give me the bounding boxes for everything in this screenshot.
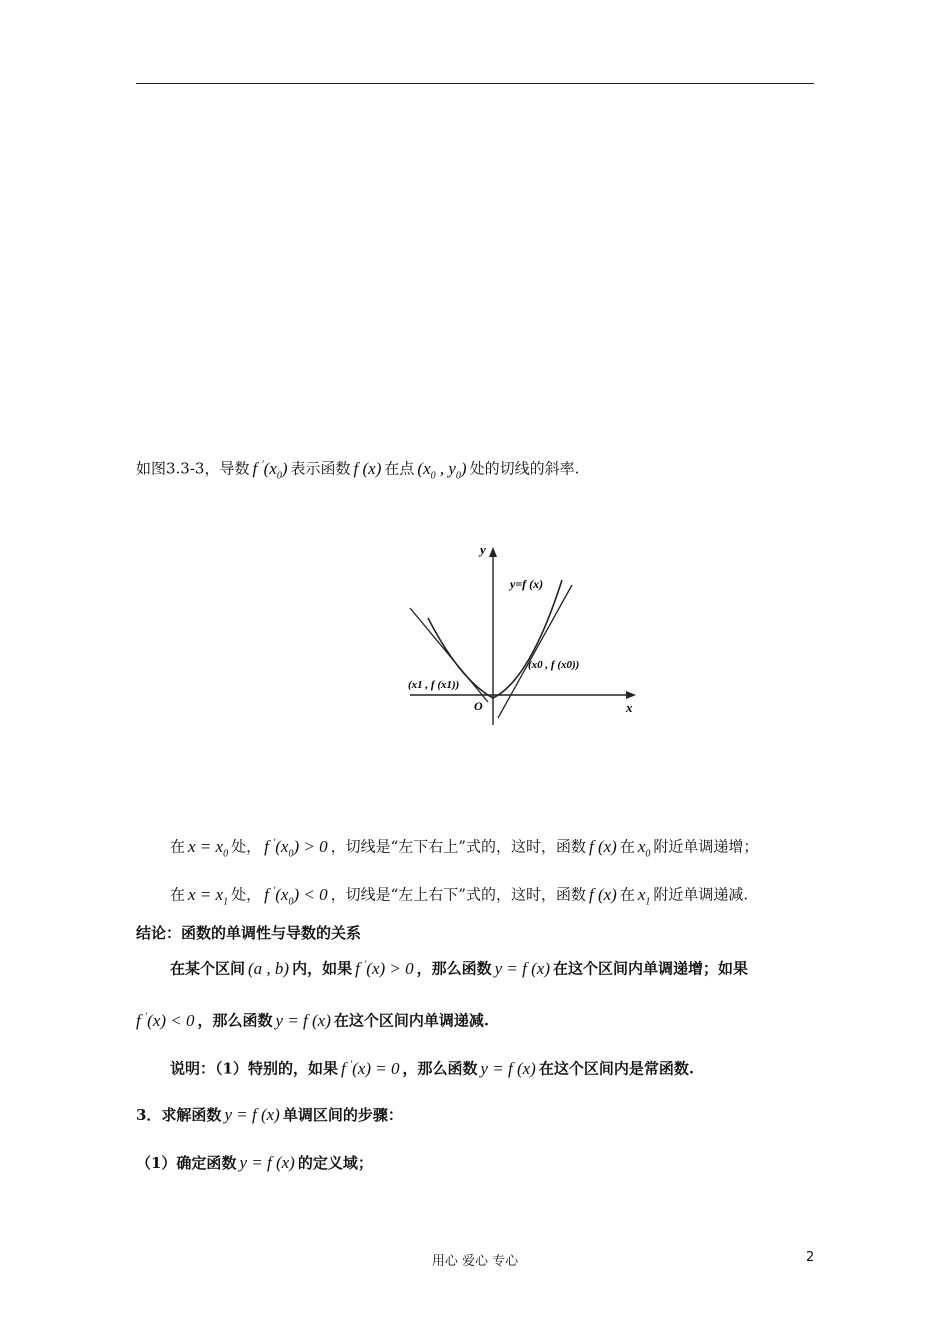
line-a-math-x0b: $x_0$ [637,836,651,860]
step3-1-text-1: （1）确定函数 [136,1154,237,1172]
intro-text-1: 如图3.3-3，导数 [136,459,250,478]
decreasing-line [170,880,748,913]
note-math-derivative: f ′(x) = 0 [340,1058,400,1078]
x-axis-label: x [626,700,633,715]
line-a-text-4: 在 [619,837,635,856]
conclusion-l1-text-1: 在某个区间 [170,959,246,978]
note-math-y: y = f (x) [480,1058,536,1078]
note-text-3: 在这个区间内是常函数. [538,1059,695,1078]
line-a-math-fx: f (x) [588,836,617,856]
page-number: 2 [806,1250,815,1265]
line-b-text-1: 在 [170,885,186,904]
line-a-text-5: 附近单调递增； [653,837,759,856]
intro-line [136,454,579,487]
intro-text-3: 在点 [384,459,415,478]
intro-math-derivative: f $'(x_0)$ [252,458,288,482]
tangent-right [498,585,572,718]
x-axis-arrow [626,691,636,699]
origin-label: O [474,699,483,713]
conclusion-title: 结论：函数的单调性与导数的关系 [136,924,362,942]
line-a-math-derivative: f $'(x_0) > 0$ [264,836,328,860]
note-text-2: ，那么函数 [402,1059,478,1078]
conclusion-l1-math-y: y = f (x) [494,958,550,978]
line-b-math-derivative: f $'(x_0) < 0$ [264,884,328,908]
conclusion-l1-text-2: 内，如果 [292,959,353,978]
point1-label: (x1 , f (x1)) [408,679,460,691]
conclusion-l2-math-y: y = f (x) [275,1010,331,1030]
conclusion-l1-math-derivative: f ′(x) > 0 [355,958,414,978]
line-b-text-2: 处， [231,885,262,904]
intro-text-2: 表示函数 [290,459,351,478]
conclusion-l2-text-2: 在这个区间内单调递减. [333,1011,490,1030]
step3-1-line [136,1152,373,1174]
line-a-text-2: 处， [231,837,262,856]
conclusion-l2-math-derivative: f ′(x) < 0 [136,1010,195,1030]
line-a-text-1: 在 [170,837,186,856]
line-b-text-4: 在 [619,885,635,904]
line-b-math-x1b: $x_1$ [637,884,651,908]
line-a-math-x0: $x = x_0$ [188,836,229,860]
conclusion-l1-text-4: 在这个区间内单调递增；如果 [553,959,749,978]
intro-text-4: 处的切线的斜率. [469,459,580,478]
intro-math-point: ($x_0$ , $y_0$) [417,458,467,482]
step3-text-2: 单调区间的步骤： [282,1106,403,1124]
conclusion-l1-text-3: ，那么函数 [416,959,492,978]
line-b-math-x1: $x = x_1$ [188,884,229,908]
y-axis-label: y [480,542,486,557]
point0-label: (x0 , f (x0)) [528,659,580,671]
curve-label: y=f (x) [510,577,544,591]
line-b-text-3: ，切线是“左上右下”式的，这时，函数 [330,885,586,904]
header-rule [136,83,814,84]
line-b-text-5: 附近单调递减. [653,885,749,904]
step3-1-text-2: 的定义域； [297,1154,373,1172]
line-a-text-3: ，切线是“左下右上”式的，这时，函数 [330,837,586,856]
footer-text: 用心 爱心 专心 [431,1254,519,1269]
note-text-1: 说明：（1）特别的，如果 [170,1059,338,1078]
step3-math-y: y = f (x) [224,1105,280,1124]
conclusion-l1-math-interval: (a , b) [248,958,290,978]
intro-math-fx: f (x) [353,458,382,478]
line-b-math-fx: f (x) [588,884,617,904]
conclusion-line-1 [170,954,748,980]
step3-1-math-y: y = f (x) [239,1153,295,1172]
conclusion-line-2 [136,1006,489,1032]
step3-line [136,1104,403,1126]
conclusion-l2-text-1: ，那么函数 [197,1011,273,1030]
y-axis-arrow [489,547,497,557]
tangent-figure [400,540,650,730]
increasing-line [170,832,758,865]
step3-text-1: 3．求解函数 [136,1106,222,1124]
note-line [170,1054,694,1080]
